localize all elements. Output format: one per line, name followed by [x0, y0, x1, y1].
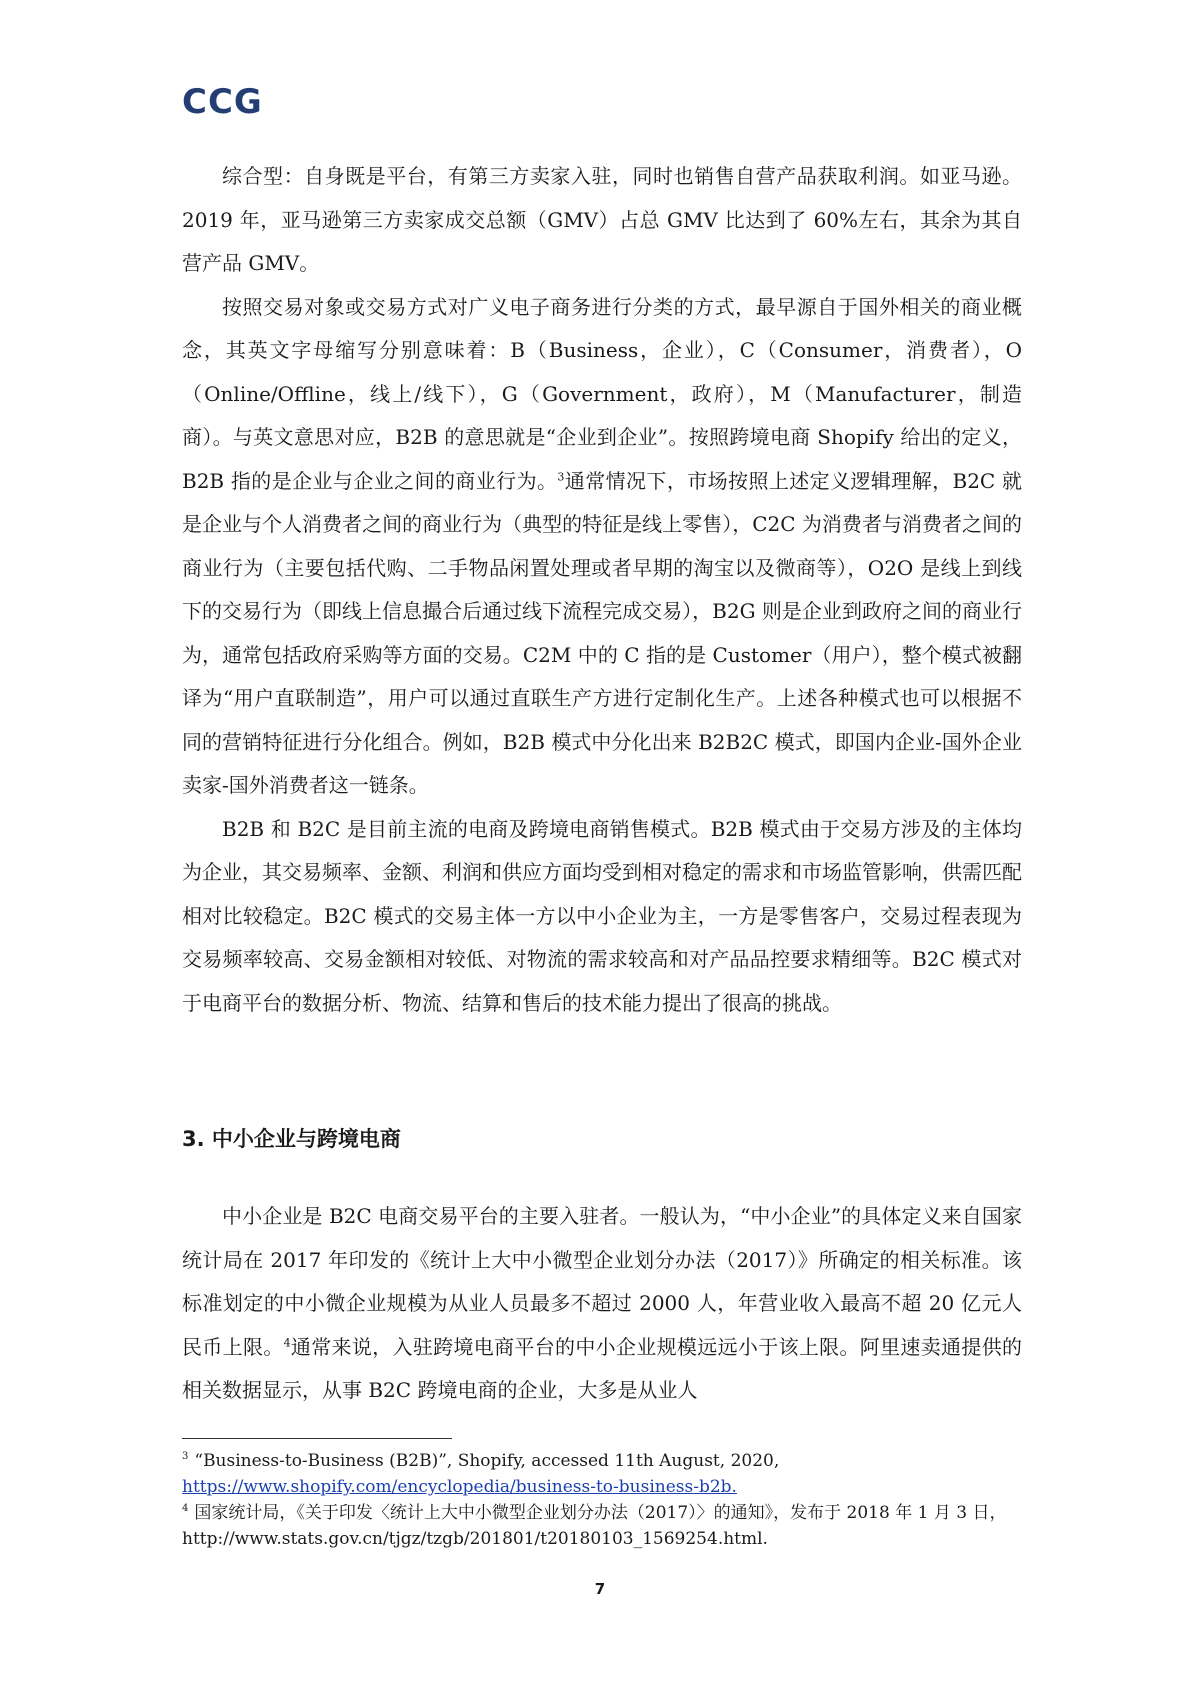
footnote-4-mark: 4 — [182, 1503, 189, 1515]
paragraph-classification-part1: 按照交易对象或交易方式对广义电子商务进行分类的方式，最早源自于国外相关的商业概念，其英文字母缩写分别意味着：B（Business，企业），C（Consumer，消费者），O（Online/Offline，线上/线下），G（Government，政府），M（Manufacturer，制造商）。与英文意思对应，B2B 的意思就是“企业到企业”。按照跨境电商 Shopify 给出的定义，B2B 指的是企业与企业之间的商业行为。 — [182, 294, 1022, 493]
body-text-top — [182, 155, 1022, 1025]
paragraph-sme — [182, 1195, 1022, 1413]
footnote-3-mark: 3 — [182, 1451, 189, 1463]
page-number: 7 — [594, 1580, 606, 1598]
paragraph-sme-part1: 中小企业是 B2C 电商交易平台的主要入驻者。一般认为，“中小企业”的具体定义来自国家统计局在 2017 年印发的《统计上大中小微型企业划分办法（2017）》所确定的相关标准。该标准划定的中小微企业规模为从业人员最多不超过 2000 人，年营业收入最高不超 20 亿元人民币上限。 — [182, 1204, 1022, 1359]
footnote-ref-4[interactable]: 4 — [283, 1335, 291, 1349]
ccg-logo: CCG — [182, 82, 263, 122]
footnotes — [182, 1448, 1022, 1552]
footnote-divider — [182, 1438, 452, 1439]
paragraph-comprehensive-type: 综合型：自身既是平台，有第三方卖家入驻，同时也销售自营产品获取利润。如亚马逊。2019 年，亚马逊第三方卖家成交总额（GMV）占总 GMV 比达到了 60%左右，其余为其自营产品 GMV。 — [182, 164, 1022, 276]
footnote-3-text: “Business-to-Business (B2B)”, Shopify, accessed 11th August, 2020, — [194, 1451, 780, 1471]
paragraph-classification-part2: 通常情况下，市场按照上述定义逻辑理解，B2C 就是企业与个人消费者之间的商业行为（典型的特征是线上零售），C2C 为消费者与消费者之间的商业行为（主要包括代购、二手物品闲置处理或者早期的淘宝以及微商等），O2O 是线上到线下的交易行为（即线上信息撮合后通过线下流程完成交易），B2G 则是企业到政府之间的商业行为，通常包括政府采购等方面的交易。C2M 中的 C 指的是 Customer（用户），整个模式被翻译为“用户直联制造”，用户可以通过直联生产方进行定制化生产。上述各种模式也可以根据不同的营销特征进行分化组合。例如，B2B 模式中分化出来 B2B2C 模式，即国内企业-国外企业卖家-国外消费者这一链条。 — [182, 468, 1022, 798]
paragraph-b2b-b2c: B2B 和 B2C 是目前主流的电商及跨境电商销售模式。B2B 模式由于交易方涉及的主体均为企业，其交易频率、金额、利润和供应方面均受到相对稳定的需求和市场监管影响，供需匹配相对比较稳定。B2C 模式的交易主体一方以中小企业为主，一方是零售客户，交易过程表现为交易频率较高、交易金额相对较低、对物流的需求较高和对产品品控要求精细等。B2C 模式对于电商平台的数据分析、物流、结算和售后的技术能力提出了很高的挑战。 — [182, 816, 1022, 1015]
footnote-ref-3[interactable]: 3 — [557, 470, 565, 484]
paragraph-sme-part2: 通常来说，入驻跨境电商平台的中小企业规模远远小于该上限。阿里速卖通提供的相关数据显示，从事 B2C 跨境电商的企业，大多是从业人 — [182, 1334, 1023, 1402]
footnote-4 — [182, 1500, 1022, 1552]
paragraph-classification — [182, 286, 1022, 808]
section-heading: 3. 中小企业与跨境电商 — [182, 1127, 401, 1151]
footnote-3 — [182, 1448, 1022, 1500]
footnote-3-link[interactable]: https://www.shopify.com/encyclopedia/business-to-business-b2b. — [182, 1477, 737, 1497]
body-text-section3 — [182, 1195, 1022, 1413]
footnote-4-text: 国家统计局，《关于印发〈统计上大中小微型企业划分办法（2017）〉的通知》，发布于 2018 年 1 月 3 日，http://www.stats.gov.cn/tjgz/tzgb/201801/t20180103_1569254.html. — [182, 1503, 1007, 1549]
